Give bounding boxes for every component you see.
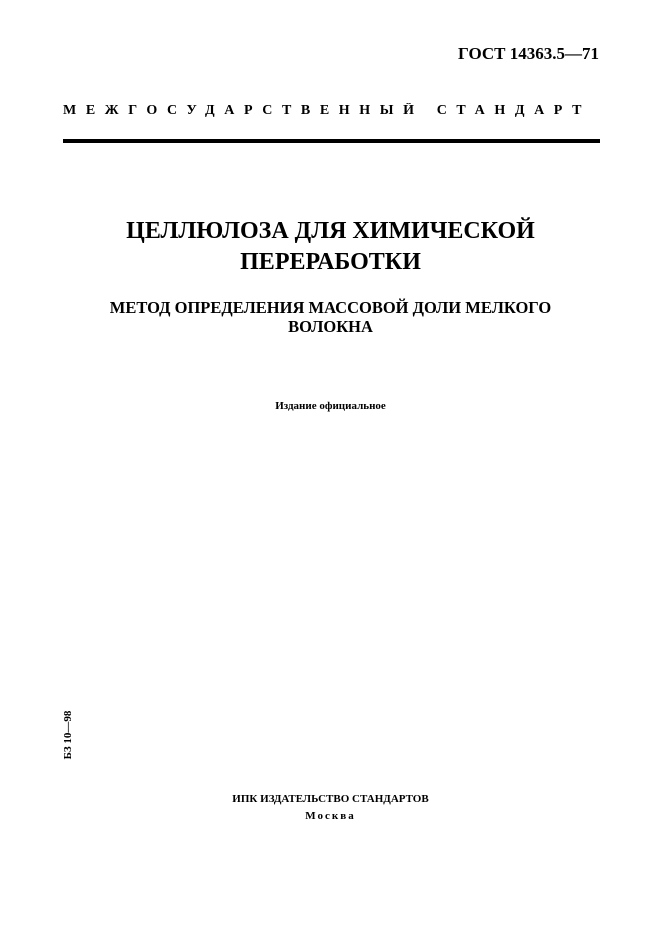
document-title-line-2: ПЕРЕРАБОТКИ xyxy=(240,249,421,275)
document-subtitle-line-1: МЕТОД ОПРЕДЕЛЕНИЯ МАССОВОЙ ДОЛИ МЕЛКОГО xyxy=(109,298,552,317)
side-code xyxy=(60,707,76,763)
header-rule xyxy=(63,139,600,143)
document-subtitle xyxy=(0,298,661,336)
edition-note: Издание официальное xyxy=(275,400,386,412)
document-subtitle-line-2: ВОЛОКНА xyxy=(288,317,373,336)
document-title-line-1: ЦЕЛЛЮЛОЗА ДЛЯ ХИМИЧЕСКОЙ xyxy=(126,218,535,244)
publisher-name: ИПК ИЗДАТЕЛЬСТВО СТАНДАРТОВ xyxy=(232,793,429,805)
document-title xyxy=(0,216,661,278)
standard-type-heading: МЕЖГОСУДАРСТВЕННЫЙ СТАНДАРТ xyxy=(63,103,592,118)
publisher-city: Москва xyxy=(305,810,356,822)
gost-code: ГОСТ 14363.5—71 xyxy=(458,44,599,63)
side-code-text: БЗ 10—98 xyxy=(62,710,74,760)
